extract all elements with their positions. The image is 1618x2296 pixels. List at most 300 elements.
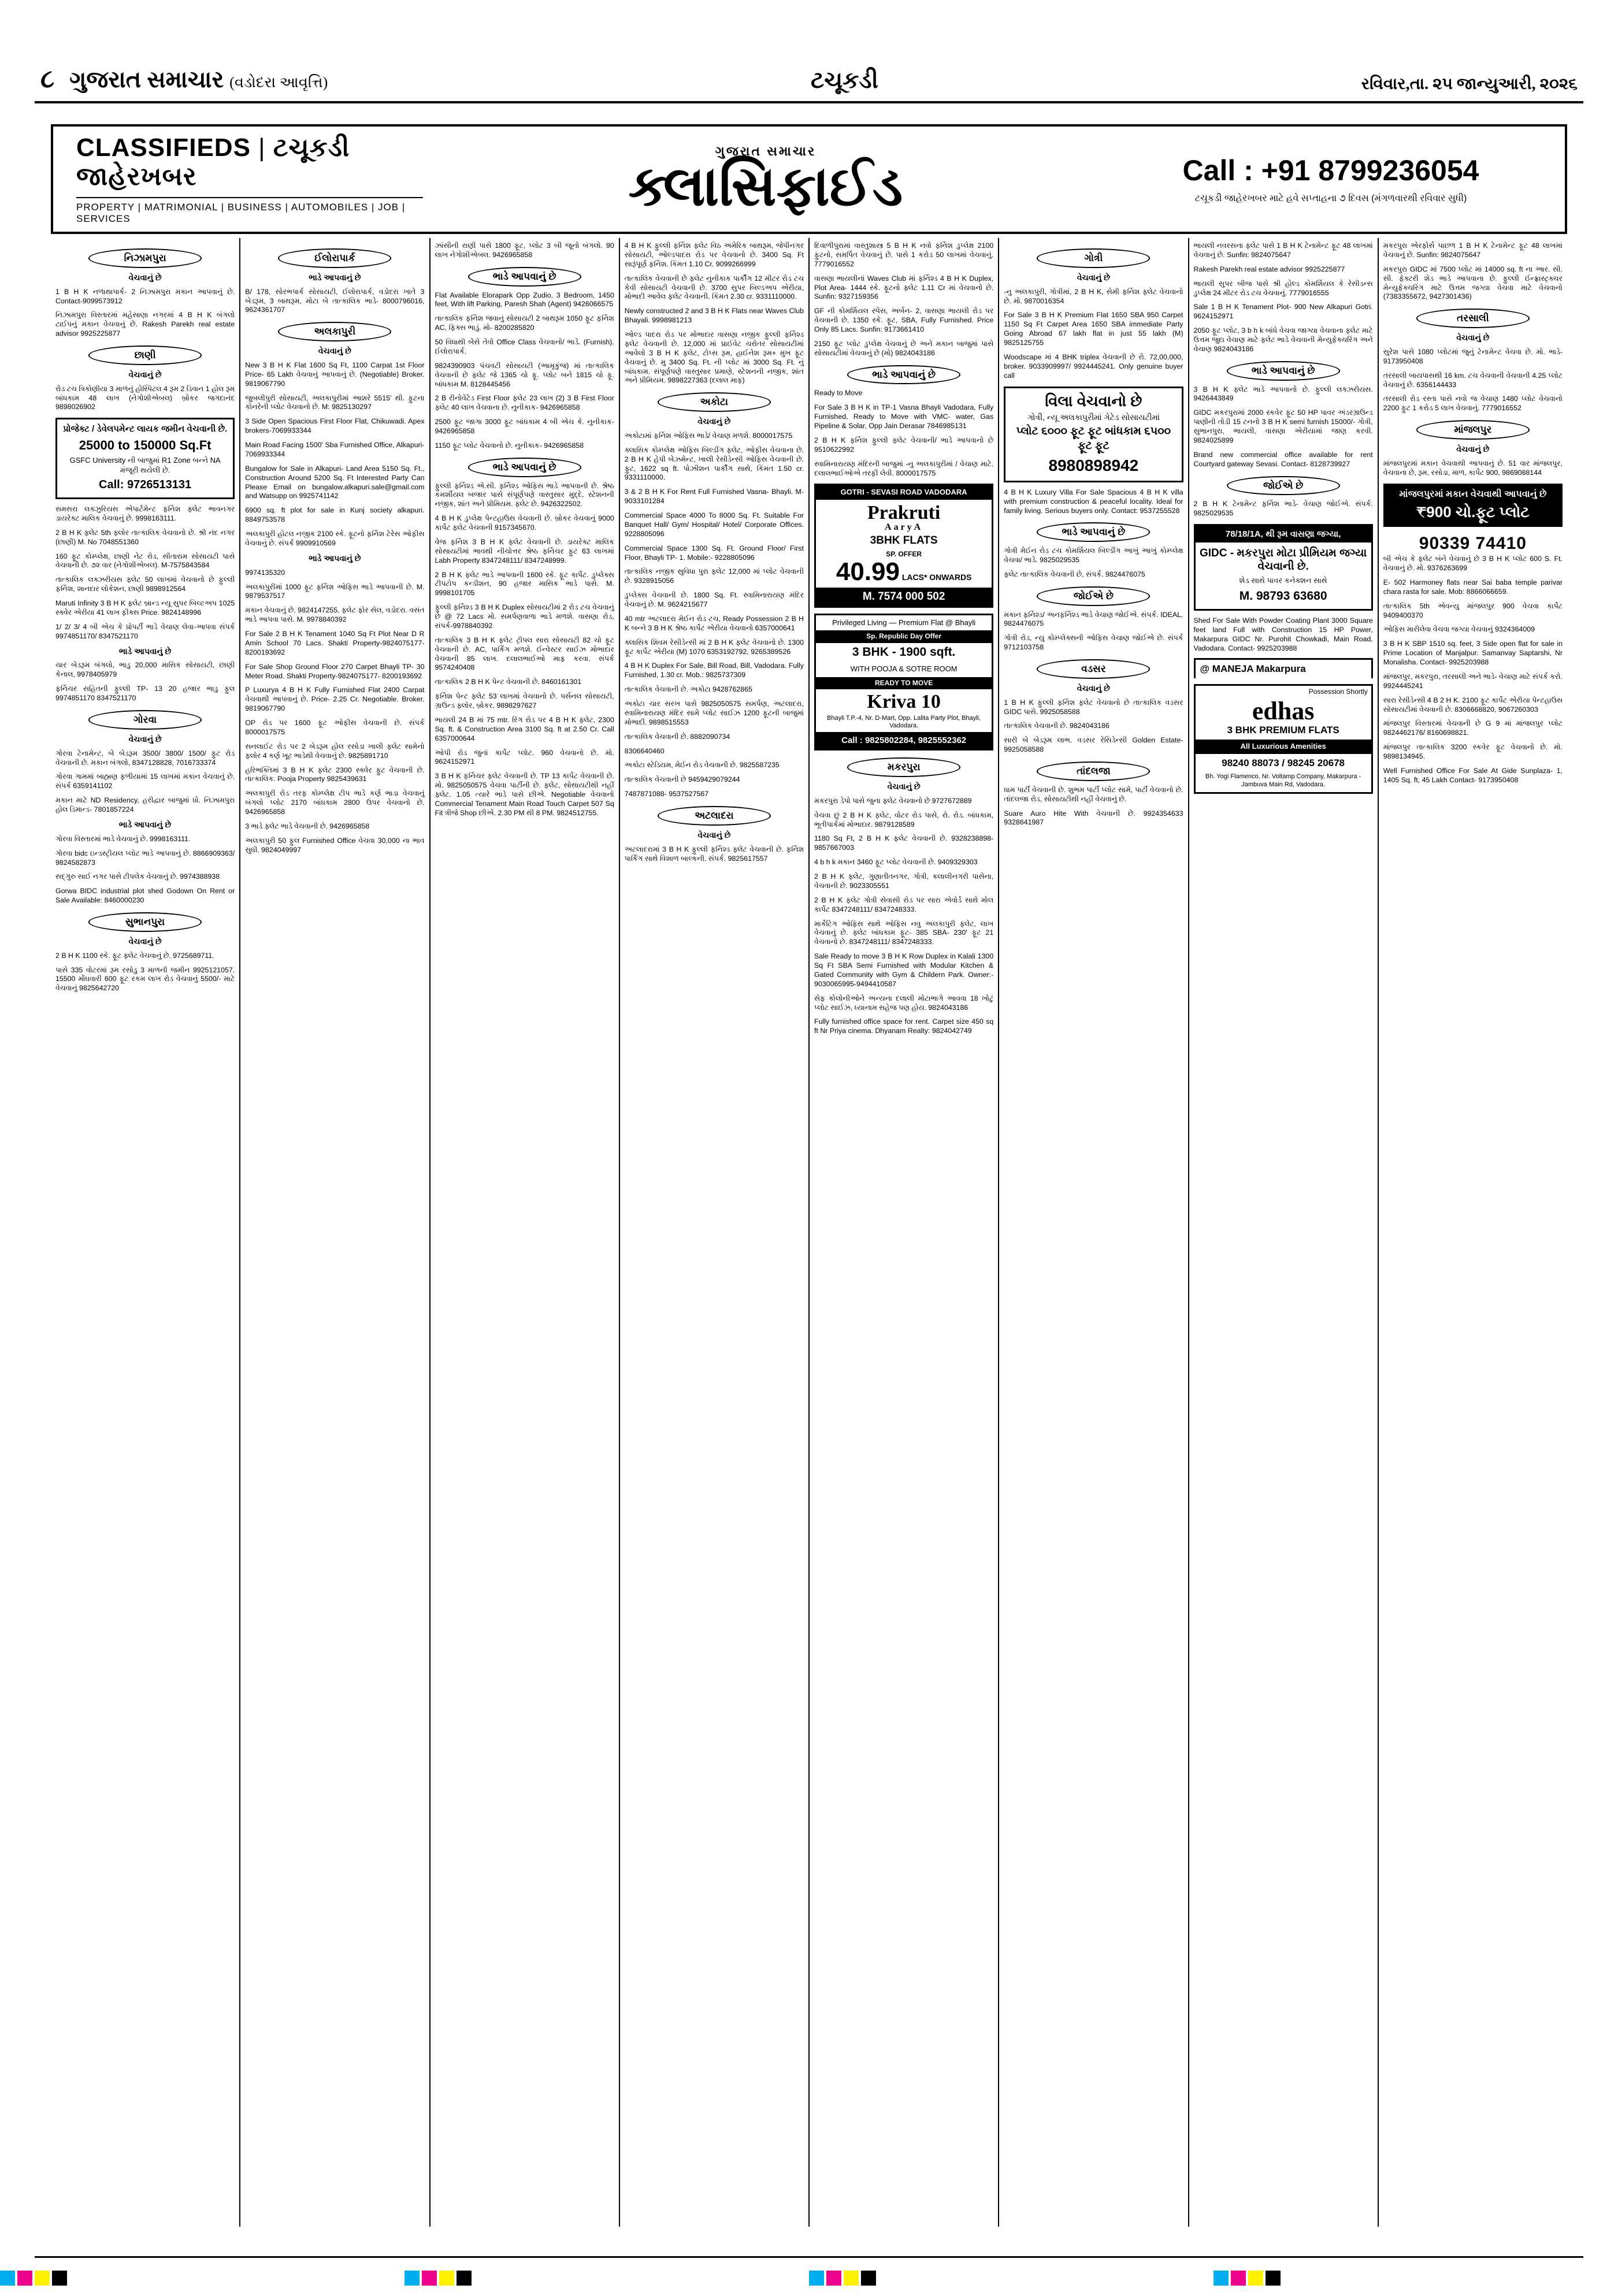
banner-logo-big: ક્લાસિફાઈડ <box>628 155 903 217</box>
classified-ad: 2 B H K ફ્લેટ ભાડે આપવાની 1600 સ્કે. ફૂટ કાર્પેટ. ડુપ્લેક્સ ટીપટોપ કન્ડીશન, 90 હજાર માસિક ભાડે પાસે. M. 9998101705 <box>435 570 614 597</box>
cyan-swatch <box>404 2271 420 2286</box>
locality-heading <box>1004 761 1183 781</box>
classified-ad: તરસાલી બાયપાસથી 16 km. ટચ વેચવાની વેચવાની 4.25 પ્લોટ વેચવાનું છે. 6356144433 <box>1383 371 1563 389</box>
classified-ad: સદ્ગુરુ સાઈ નગર પાસે ટીપલેક વેચવાનું છે. 9974388938 <box>55 872 220 881</box>
ad-offer-ribbon: Sp. Republic Day Offer <box>816 630 992 642</box>
display-ad-phone[interactable]: 8980898942 <box>1048 456 1139 474</box>
category-subheading: વેચવાનું છે <box>1077 683 1110 693</box>
banner-right <box>1108 154 1565 205</box>
ad-price: 40.99 LACS* ONWARDS <box>836 557 972 586</box>
display-ad-headline: ₹900 ચો.ફૂટ પ્લોટ <box>1416 503 1530 521</box>
classified-ad: 3 Side Open Spacious First Floor Flat, Chikuwadi. Apex brokers-7069933344 <box>245 417 425 435</box>
classified-ad: 3 B H K SBP 1510 sq. feet, 3 Side open flat for sale in Prime Location of Manjalpur. Samanvay Saptarshi, Nr Monalisha. Contact- 9925203988 <box>1383 640 1563 667</box>
classified-ad: Flat Available Elorapark Opp Zudio, 3 Bedroom, 1450 feet, With lift Parking, Paresh Shah (Agent) 9426066575 <box>435 291 614 309</box>
locality-heading <box>435 458 614 477</box>
classified-ad: તાત્કાલિક નજીક સુવિધા પુરા ફ્લેટ 12,000 માં પ્લોટ વેચવાની છે. 9328915056 <box>624 567 804 585</box>
classified-ad: માંજલપુર, મકરપુરા, તરસાલી અને ભાડે- વેચાણ માટે સંપર્ક કરો. 9924445241 <box>1383 672 1563 690</box>
classified-ad: ફુલ્લી ફર્નિશ્ડ 3 B H K Duplex સોસાયટીમાં 2 રોડ ટચ વેચવાનું છે @ 72 Lacs મો. સમર્પણવાળા ભાડે મળશે. વાસણા રોડ, સંપર્ક-9978840392 <box>435 603 614 630</box>
yellow-swatch <box>35 2271 50 2286</box>
ad-address: Bh. Yogi Flamenco, Nr. Voltamp Company, Makarpura - Jambuva Main Rd, Vadodara. <box>1205 772 1361 788</box>
column-body <box>55 248 235 993</box>
banner-title-row <box>76 133 423 191</box>
classified-ad: ફર્નિચર સહિતની ફુલ્લી TP- 13 20 હજાર ભાડુ ફુલ 9974851170 8347521170 <box>55 685 235 703</box>
locality-heading <box>1194 361 1373 381</box>
classified-ad: GF ની કોમર્શિયલ સ્પેસ, અર્બન- 2, વાસણા ભાયલી રોડ પર વેચવાની છે. 1350 સ્કે. ફૂટ, SBA, Fully Furnished. Price Only 85 Lacs. Sunfin: 9173661410 <box>814 307 994 333</box>
classified-ad: P Luxurya 4 B H K Fully Furnished Flat 2400 Carpat વેચવાથી આપવાનું છે. Price- 2.25 Cr. Negotiable. Broker. 9819067790 <box>245 686 425 713</box>
classified-ad: Rakesh Parekh real estate advisor 9925225877 <box>1193 265 1345 273</box>
page-number: ૮ <box>40 65 55 93</box>
locality-heading <box>245 248 424 268</box>
yellow-swatch <box>844 2271 859 2286</box>
category-subheading: વેચવાનું છે <box>1456 333 1490 342</box>
locality-heading <box>625 392 804 412</box>
column-body <box>625 242 804 863</box>
classified-ad: ગોરવા ટેનામેન્ટ, બે બેડરૂમ 3500/ 3800/ 1500/ ફુટ રોડ વેચવાની છે. મકાન બંગલો, 8347128828, 7016733374 <box>55 749 235 767</box>
locality-heading-label: ભાડે આપવાનું છે <box>468 267 581 287</box>
classified-ad: 2 B H K ફ્લેટ, ગુણાતીતનગર, ગોત્રી, કલાલીનગરી પાસેના, વેચવાની છે. 9023305551 <box>814 872 994 890</box>
banner-title-gu: ટચૂકડી જાહેરખબર <box>76 133 350 191</box>
classified-ad: 2050 ફૂટ પ્લોટ, 3 b h k બાંધે વેચવા જાગ્યા વેચવાના ફ્લેટ માટે ઉત્તમ જુદા વેચાણ માટે ફ્લેટ ભાડે વેચવાની મેન્યુફેક્ચરિંગ અને વેચાણ 9824043186 <box>1193 326 1373 353</box>
ad-price-suffix: LACS* ONWARDS <box>899 572 972 582</box>
classified-ad: ક્લાસિક શિવમ રેસીડેન્સી માં 2 B H K ફ્લેટ વેચવાનો છે. 1300 ફૂટ કાર્પેટ એરીયા (M) 1070 6353192792, 9265389526 <box>624 638 804 656</box>
category-subheading: વેચવાનું છે <box>697 830 731 839</box>
banner-title-en: CLASSIFIEDS <box>76 133 251 162</box>
classified-ad: 1 B H K ફુલ્લી ફર્નિશ ફ્લેટ વેચવાનો છે તાત્કાલિક વડસર GIDC પાસે. 9925058588 <box>1004 698 1183 716</box>
classified-ad: Ready to Move <box>814 389 863 397</box>
classified-ad: Suare Auro Hite With વેચવાની છે. 9924354633 9328641987 <box>1004 809 1183 827</box>
classified-ad: ભાયલી નવરસના ફ્લેટ પાસે 1 B H K ટેનામેન્ટ ફૂટ 48 લાખમાં વેચવાનું છે. Sunfin: 9824075647 <box>1193 242 1373 259</box>
cyan-swatch <box>0 2271 15 2286</box>
ad-unit-type: 3BHK FLATS <box>870 534 938 547</box>
category-subheading: વેચવાનું છે <box>1456 444 1490 454</box>
classified-ad: સ્વામિનારાયણ મંદિરની બાજુમાં -નુ અલકાપુરીમાં / વેચાણ માટે. દલાલભાઈઓએ તરફી લેવી. 8000017575 <box>814 459 994 477</box>
classified-ad: Main Road Facing 1500' Sba Furnished Office, Alkapuri- 7069933344 <box>245 441 425 458</box>
classified-ad: માર્કેટિંગ ઓફિસ સાથે ઓફિસ નવુ અલકાપુરી ફ્લેટ, લાખ વેચવાનું છે. ફ્લેટ બાંધકામ ફૂટ- 385 SBA- 230' ફૂટ 21 વેચવાનો છે. 8347248111/ 8347248333. <box>814 919 994 946</box>
classified-ad: મકરપુરા એરફોર્સ પાછળ 1 B H K ટેનામેન્ટ ફૂટ 48 લાખમાં વેચવાનું છે. Sunfin: 9824075647 <box>1383 242 1563 259</box>
display-ad-text: શેડ સાથે પાવર કનેક્શન સાથે <box>1239 575 1327 585</box>
classified-ad: 1/ 2/ 3/ 4 બી એચ કે પ્રોપર્ટી ભાડે વેચાણ લેવા-આપવા સંપર્ક 9974851170/ 8347521170 <box>55 622 235 640</box>
classified-ad: 2 B H K ફર્નિશ ફુલ્લી ફ્લેટ વેચવાની/ ભાડે આપવાનો છે 9510622992 <box>814 436 994 454</box>
display-ad-line3: GSFC University ની બાજુમાં R1 Zone બન્ને NA મંજૂરી થયેલી છે. <box>69 456 221 474</box>
classified-ad: તાત્કાલિક વેચવાની છે. અકોટા 9428762865 <box>624 685 752 694</box>
registration-segment <box>404 2271 809 2286</box>
classified-ad: તાત્કાલિક લક્ઝરીયસ ફ્લેટ 50 લાખમાં વેચવાનો છે ફુલ્લી ફર્નિશ, શાનદાર લોકેશન, છાણી 9898912564 <box>55 575 235 593</box>
locality-heading <box>55 710 235 730</box>
classified-column <box>620 238 810 2227</box>
locality-heading-label: અટલાદરા <box>658 806 771 826</box>
classified-ad: E- 502 Harmoney flats near Sai baba temple parivar chara rasta for sale. Mob: 8866066659. <box>1383 578 1563 596</box>
classified-ad: 6900 sq. ft plot for sale in Kunj society alkapuri. 8849753578 <box>245 506 425 524</box>
cyan-swatch <box>1214 2271 1229 2286</box>
display-ad[interactable] <box>1004 387 1183 482</box>
classified-ad: ભાયલી સુપર બીજ પાસે શ્રી હોલ્ડ કોમર્શિયલ કે રેસીડન્સ ડુપ્લેક્ષ 24 મીટર રોડ ટચ વેચવાનું. 7779016555 <box>1193 279 1373 297</box>
classified-ad: તાત્કાલિક વેચવાની છે. 9824043186 <box>1004 722 1109 730</box>
locality-heading-label: સુભાનપુરા <box>88 912 202 932</box>
locality-heading-label: અકોટા <box>658 392 771 412</box>
magenta-swatch <box>17 2271 32 2286</box>
ad-unit-type: 3 BHK - 1900 sqft. <box>852 645 956 659</box>
ad-phone[interactable]: Call : 9825802284, 9825552362 <box>816 732 992 749</box>
category-subheading: વેચવાનું છે <box>128 369 162 379</box>
locality-heading-label: ભાડે આપવાનું છે <box>1227 361 1340 381</box>
paper-name: ગુજરાત સમાચાર <box>69 66 224 92</box>
cyan-swatch <box>809 2271 824 2286</box>
classified-ad: 7487871088- 9537527567 <box>624 790 709 798</box>
classified-ad: ગોરવા bidc ઇન્ડસ્ટ્રીયલ પ્લોટ ભાડે આપવાનું છે. 8866909363/ 9824582873 <box>55 849 235 867</box>
locality-heading-label: છાણી <box>88 345 202 365</box>
classified-ad: For Sale 3 B H K Premium Flat 1650 SBA 950 Carpet 1150 Sq Ft Carpet Area 1650 SBA immediate Party Going Abroad 67 lakh flat in just 55 lakh (M) 9825125755 <box>1004 311 1183 347</box>
locality-heading-label: જોઈએ છે <box>1037 586 1150 606</box>
locality-heading <box>814 757 993 777</box>
ad-phone[interactable]: 98240 88073 / 98245 20678 <box>1222 757 1345 768</box>
section-title: ટચૂકડી <box>811 67 878 93</box>
classified-ad: ગોરવા વિસ્તારમાં ભાડે વેચવાનું છે. 9998163111. <box>55 834 191 843</box>
classifieds-columns <box>51 238 1567 2227</box>
locality-heading-label: તાંદલજા <box>1037 761 1150 781</box>
display-ad-text: માંજલપુરમાં મકાન વેચવાથી આપવાનું છે <box>1399 489 1547 499</box>
category-subheading: ભાડે આપવાનું છે <box>118 819 172 829</box>
display-ad-caption: 78/18/1A, થી રૂમ વાસણા જગ્યા, <box>1196 526 1371 543</box>
classified-ad: ફુલ્લી ફર્નિશ્ડ એ.સી. ફર્નિશ્ડ ઓફિસ ભાડે આપવાની છે. શ્રેષ્ઠ કમર્શીયલ બજાર પાસે સંપૂર્ણપણે વાસ્તુસાર મુદ્દે, સ્ટેશનની નજીક, શાંત અને પ્રીમિયમ. ફ્લેટ છે. 9426322502. <box>435 481 614 508</box>
classified-ad: મકરપુરા GIDC માં 7500 પ્લોટ માં 14000 sq. ft ના આર. સી. સી. ફેક્ટરી શેડ ભાડે આપવાના છે. ફુલ્લી ઈન્ફ્રાસ્ટ્રક્ચર મેન્યુફેક્ચરિંગ માટે ઉત્તમ જગ્યા વેચવા માટે વેચવાનો (7383355672, 9427301436) <box>1383 265 1563 301</box>
ad-amenities: All Luxurious Amenities <box>1196 740 1371 754</box>
classified-ad: Commercial Space 4000 To 8000 Sq. Ft. Suitable For Banquet Hall/ Gym/ Hospital/ Hotel/ Corporate Offices. 9228805096 <box>624 511 804 538</box>
banner-logo-small: ગુજરાત સમાચાર <box>715 144 817 158</box>
category-subheading: વેચવાનું છે <box>318 346 351 356</box>
classified-ad: ઓફિસ મારીલેવા વેચવા જગ્યા વેચવાનું 9324364009 <box>1383 625 1535 634</box>
classified-ad: તાત્કાલિક ફર્નિશ જવાનું સોસાયટી 2 બાથરૂમ 1050 ફૂટ ફર્નિશ AC, ફિક્સ ભાડું. મો- 8200285820 <box>435 314 614 332</box>
classified-ad: For Sale 3 B H K in TP-1 Vasna Bhayli Vadodara, Fully Furnished, Ready to Move with VMC- water, Gas Pipeline & Solar, Opp Jain Derasar 7846985131 <box>814 403 994 430</box>
ad-unit-type: 3 BHK PREMIUM FLATS <box>1227 724 1339 735</box>
classified-ad: તાત્કાલિક 5th એવન્યુ માંજલપુર 900 વેચવા કાર્પેટ 9409400370 <box>1383 601 1563 619</box>
masthead-left <box>40 64 328 94</box>
locality-heading <box>1004 248 1183 268</box>
classified-ad: દિવાળીપુરામાં વાસ્તુશાસ્ત્ર 5 B H K નવો ફર્નિશ ડુપ્લેક્ષ 2100 ફુટનો, સમર્પિત વેચવાનું છે. પાસે 1 કરોડ 50 લાખમાં વેચવાનું. 7779016552 <box>814 242 994 268</box>
classified-ad: 50 વિધાથી બેસે તેવો Office Class વેચવાનો/ ભાડે. (Furnish). ઈલોરાપાર્ક. <box>435 338 614 355</box>
classified-ad: માંજલપુર વિસ્તારમાં વેચવાની છે G 9 માં માંજલપુર પ્લોટ 9824462176/ 8160698821. <box>1383 719 1563 737</box>
display-ad-prakruti[interactable] <box>814 484 993 608</box>
classified-ad: For Sale Shop Ground Floor 270 Carpet Bhayli TP- 30 Meter Road. Shakti Property-9824075177- 8200193692 <box>245 662 425 680</box>
classified-ad: 3 B H K ફ્લેટ ભાડે આપવાનો છે. ફુલ્લી લક્ઝરીયસ. 9426443849 <box>1193 385 1373 403</box>
classified-ad: 2 B H K ટેનામેન્ટ ફર્નિશ ભાડે- વેચાણ જોઈએ. સંપર્ક. 9825029535 <box>1193 500 1373 518</box>
banner-center <box>423 144 1108 217</box>
classified-ad: ચાર બેડરૂમ બંગલો, ભાડુ 20,000 માસિક સોસાયટી, છાણી કેનાલ, 9978405979 <box>55 661 235 679</box>
locality-heading <box>1383 309 1563 328</box>
classified-ad: Sale 1 B H K Tenament Plot- 900 New Alkapuri Gotri. 9624152971 <box>1193 303 1373 321</box>
classified-ad: Fully furnished office space for rent. Carpet size 450 sq ft Nr Priya cinema. Dhyanam Realty: 9824042749 <box>814 1017 994 1035</box>
classified-ad: ધામ પાર્ટી વેચવાની છે. શુભમ પાર્ટી પ્લોટ સામે, પાર્ટી વેચવાનો છે. તાંદલજા રોડ, સોસાયટીથી નહીં વેચવાનું છે. <box>1004 785 1183 803</box>
registration-segment <box>1214 2271 1618 2286</box>
display-ad-line1: પ્રોજેક્ટ / ડેવેલપમેન્ટ લાયક જમીન વેચવાની છે. <box>63 424 228 434</box>
classified-ad: 2150 ફૂટ પ્લોટ ડુપ્લેક્ષ વેચવાનું છે અને મકાન બાજુમાં પાસે સોસાયટીમાં વેચવાનું છે (મો) 9824043186 <box>814 339 994 357</box>
display-ad-kriva[interactable] <box>814 614 993 751</box>
locality-heading-label: ગોત્રી <box>1037 248 1150 268</box>
ad-brand-name: edhas <box>1252 696 1315 725</box>
locality-heading <box>435 267 614 287</box>
ad-status-ribbon: READY TO MOVE <box>816 677 992 689</box>
classified-ad: અલકાપુરી 50 ફુલ Furnished Office વેચવા 30,000 ના ભાવ સુધી. 9824049997 <box>245 836 425 854</box>
locality-heading <box>814 365 993 385</box>
classified-ad: GIDC મકરપુરામાં 2000 સ્કવેર ફૂટ 50 HP પાવર અંડરગ્રાઉન્ડ પાણીની તોડી 15 ટનનો 3 B H K semi furnish 15000/- ગોત્રી, સુભાનપુરા, ભાયલી, વાસણા એરીયામાં જાણ કરવી. 9824025899 <box>1193 408 1373 444</box>
classified-ad: નિઝામપુરા વિસ્તારમાં મહેસાણા નગરમાં 4 B H K બંગલો ટાઈપનું મકાન વેચવાનું છે. Rakesh Parekh real estate advisor 9925225877 <box>55 311 235 338</box>
classified-ad: ડુપ્લેક્સ વેચવાની છે. 1800 Sq. Ft. સ્વામિનારાયણ મંદિર વેચવાનું છે. M. 9624215677 <box>624 591 804 609</box>
locality-heading-label: ગોરવા <box>88 710 202 730</box>
classified-ad: 3 & 2 B H K For Rent Full Furnished Vasna- Bhayli. M- 9033101284 <box>624 488 804 506</box>
classified-ad: ગોરવા ગામમાં બાહ્મણ ફળીયામાં 15 લાખમાં મકાન વેચવાનું છે. સંપર્ક 6359141102 <box>55 772 235 790</box>
display-ad[interactable] <box>55 418 235 499</box>
column-body <box>1004 248 1183 827</box>
classifieds-banner <box>51 124 1567 234</box>
display-ad[interactable] <box>1194 524 1373 611</box>
classified-ad: ક્લાસિક કોમ્પ્લેક્ષ ઓફિસ બિલ્ડીંગ ફ્લેટ, ઓફીસ વેચવાના છે. 2 B H K હેપી બેઝમેન્ટ, ખાલી રેસીડેન્સી ઓફિસ વેચવાની છે. ફુટ, 1622 sq ft. પોઝીશન પાર્કીંગ સાથે, કિંમત 1.50 cr. 9331110000. <box>624 445 804 482</box>
locality-heading-label: તરસાલી <box>1416 309 1530 328</box>
classified-ad: 1180 Sq Ft, 2 B H K ફ્લેટ વેચવાની છે. 9328238898- 9857667003 <box>814 834 994 852</box>
classified-ad: મકાન માટે ND Residency, હરીદ્વાર બાજુમાં ધો. નિઝામપુરા હોલ ડિમાન્ડ- 7801857224 <box>55 796 235 813</box>
classified-ad: 40 mtr અટલાદરા મેઈન રોડ ટચ, Ready Possession 2 B H K બન્ને 3 B H K શ્રેષ્ઠ કાર્પેટ એરીયા વેચવાનો 6357000641 <box>624 614 804 632</box>
classified-ad: ગોત્રી રોડ, ન્યુ કોમ્પ્લેક્સની ઓફિસ વેચાણ જોઈએ છે. સંપર્ક 9712103758 <box>1004 634 1183 652</box>
magenta-swatch <box>1231 2271 1246 2286</box>
category-subheading: વેચવાનું છે <box>128 734 162 744</box>
classified-ad: Brand new commercial office available for rent Courtyard gateway Sevasi. Contact- 8128739927 <box>1193 450 1373 468</box>
classified-ad: 9974135320 <box>245 568 285 577</box>
locality-heading <box>55 248 235 268</box>
classified-ad: તરસાલી રોડ રસ્તા પાસે નવો જ વેચાણ 1480 પ્લોટ વેચવાનો 2200 ફુટ 1 કરોડ 5 લાખ વેચવાનું. 7779016552 <box>1383 395 1563 413</box>
classified-ad: Maruti Infinity 3 B H K ફ્લેટ બ્રાન્ડ ન્યૂ સુપર બિલ્ટઅપ 1025 સ્ક્વેર એરીયા 41 લાખ ફીક્સ Price. 9824148996 <box>55 599 235 616</box>
locality-heading <box>245 322 424 341</box>
classified-ad: ઓપી રોડ જુનાં કાર્પેટ પ્લોટ. 960 વેચવાનો છે. મો. 9624152971 <box>435 748 614 766</box>
classified-ad: ઝાંસીની રાણી પાસે 1800 ફૂટ, પ્લોટ 3 બી જૂનો બંગલો. 90 લાખ નેગોશીએબલ. 9426965858 <box>435 242 614 259</box>
classified-ad: વેજ ફર્નિશ 3 B H K ફ્લેટ વેચવાની છે. ડાયરેક્ટ માલિક સોસાયટીમાં ભાવથી નીચોત્તર શ્રેષ્ઠ ફર્નિચર ફુટ 63 લાખમાં Labh Property 8347248111/ 8347248999. <box>435 537 614 564</box>
classified-ad: હરિભક્તિમાં 3 B H K ફ્લેટ 2300 સ્ક્વેર ફુટ વેચવાની છે. તાત્કાલિક. Pooja Property 9825439631 <box>245 766 425 783</box>
classified-ad: For Sale 2 B H K Tenament 1040 Sq Ft Plot Near D R Amin School 70 Lacs. Shakti Property-9824075177- 8200193692 <box>245 630 425 656</box>
yellow-swatch <box>439 2271 454 2286</box>
banner-categories: PROPERTY | MATRIMONIAL | BUSINESS | AUTOMOBILES | JOB | SERVICES <box>76 197 423 225</box>
classified-column <box>51 238 240 2227</box>
ad-location-bar: GOTRI - SEVASI ROAD VADODARA <box>816 485 992 500</box>
category-subheading: ભાડે આપવાનું છે <box>118 646 172 656</box>
locality-heading <box>1194 476 1373 496</box>
yellow-swatch <box>1248 2271 1263 2286</box>
issue-date: રવિવાર,તા. ૨૫ જાન્યુઆરી, ૨૦૨૬ <box>1361 75 1578 93</box>
classified-ad: સમસરા લક્ઝુરિયસ એપાર્ટમેન્ટ ફર્નિશ ફ્લેટ ભાવનગર ડાયરેક્ટ માલિક વેચવાનું છે. 9998163111. <box>55 505 235 522</box>
classified-ad: મકાન ફર્નિશ્ડ/ અનફર્નિશ્ડ ભાડે વેચાણ જોઈએ. સંપર્ક. IDEAL. 9824476075 <box>1004 610 1183 628</box>
classified-ad: વેચવા છું 2 B H K ફ્લેટ, વોટર રોડ પાસે, રો. રોડ. બાંધકામ, ભૂતીપાર્કમાં મોભાદાર. 9879128589 <box>814 811 994 829</box>
classified-ad: 2 B H K 1100 સ્કે. ફૂટ ફ્લેટ વેચવાનું છે. 9725689711. <box>55 951 214 960</box>
registration-segment <box>0 2271 404 2286</box>
color-registration-bars <box>0 2271 1618 2286</box>
category-subheading: વેચવાનું છે <box>1077 272 1110 282</box>
category-subheading: વેચવાનું છે <box>128 936 162 946</box>
ad-brand-subname: AaryA <box>885 522 923 532</box>
display-ad-edhas[interactable] <box>1194 684 1373 794</box>
classified-ad: 4 B H K ડુપ્લેક્ષ પેન્ટહાઉસ વેચવાની છે. બ્રોકર વેચવાનું 9000 કાર્પેટ ફ્લેટ વેચવાની 9157345670. <box>435 514 614 532</box>
classified-ad: 1 B H K નળાથાપાર્ક- 2 નિઝામપુરા મકાન આપવાનું છે. Contact-9099573912 <box>55 287 235 305</box>
locality-heading-label: ભાડે આપવાનું છે <box>468 458 581 477</box>
classified-ad: Bungalow for Sale in Alkapuri- Land Area 5150 Sq. Ft., Construction Around 5200 Sq. Ft Interested Party Can Please Email on bungalow.alkapuri.sale@gmail.com and Watsupp on 9925741142 <box>245 464 425 500</box>
classified-ad: 2500 ફૂટ જાગા 3000 ફૂટ બાંધકામ 4 બી એચ કે. નુનીકાક- 9426965858 <box>435 418 614 435</box>
classified-ad: ઓલ્ડ પાદરા રોડ પર મોભાદાર વાસણા નજીક ફુલ્લી ફર્નિશ્ડ ફ્લેટ વેચવાની છે. 12,000 માં પ્રાઈવેટ ચરોતર સોસાયટીમાં આવેલો 3 B H K ફ્લેટ, ટોપ્સ રૂમ, હાઈનેશ રૂમ+ મુખ ફૂટ વેચવાનું છે. મુ 3400 Sq. Ft. ની પ્લોટ માં 3000 Sq. Ft. નું બાંધકામ. સંપૂર્ણપણે વાસ્તુસાર પ્રમાણે, સ્ટેશનની નજીક, શાંત અને પ્રીમિયમ. 9898227363 (દલાલ માફ) <box>624 330 804 385</box>
classified-ad: વાસણા ભાયલીનાં Waves Club માં ફર્નિશ્ડ 4 B H K Duplex, Plot Area- 1444 સ્કે. ફૂટનો ફ્લેટ 1.11 Cr માં વેચવાનો છે. Sunfin: 9327159356 <box>814 274 994 301</box>
locality-heading <box>55 912 235 932</box>
locality-heading-label: વડસર <box>1037 659 1150 679</box>
classified-ad: 2 B H K ફ્લેટ ગોત્રી સેવાસી રોડ પર સારા એવોર્ડ સાથે મોલ કાર્પેટ 8347248111/ 8347248333. <box>814 896 994 913</box>
black-swatch <box>1266 2271 1281 2286</box>
display-ad-specs: પ્લોટ ૬૦૦૦ ફૂટ ફૂટ બાંધકામ ૬૫૦૦ ફૂટ ફૂટ <box>1016 425 1171 452</box>
classified-ad: 9824390903 પંચવટી સોસાયટી (આમૃકુંજ) માં તાત્કાલિક વેચવાની છે ફ્લેટ જે 1365 ચો ફૂ. પ્લોટ બને 1815 ચો ફૂ. બાંધકામ M. 8128445456 <box>435 361 614 388</box>
category-subheading: વેચવાનું છે <box>128 272 162 282</box>
classified-ad: જુબલીપુરી સોસાયટી, અલકાપુરીમાં આશરે 5515' થી. ફુટના કોનરેની પ્લોટ વેચવાનો છે. M: 9825130297 <box>245 393 425 411</box>
classified-ad: સુરેશ પાસે 1080 પ્લોટમાં જુનું ટેનામેન્ટ વેચવા છે. મો. ભાડે- 9173950408 <box>1383 347 1563 365</box>
locality-heading-label: નિઝામપુરા <box>88 248 202 268</box>
classified-ad: 2 B H K ફ્લેટ 5th ફ્લોર તાત્કાલિક વેચવાનો છે. શ્રી નંદ નગર (છાણી) M. No 7048551360 <box>55 528 235 546</box>
ad-location-bar: @ MANEJA Makarpura <box>1194 658 1373 678</box>
classified-ad: અકોટા સ્ટેડિયમ, મેઈન રોડ વેચવાની છે. 9825587235 <box>624 761 780 770</box>
classified-ad: 160 ફૂટ કોમ્પ્લેક્ષ, છાણી નેટ રોડ, સીતારામ સોસાયટી પાસે વેચવાની છે. ૭૨ વાર (નેગોશીએબલ). M-7575843584 <box>55 552 235 570</box>
display-ad-phone[interactable]: Call: 9726513131 <box>99 478 192 492</box>
classified-ad: તાત્કાલિક 2 B H K પેન્ટ વેચવાની છે. 8460161301 <box>435 678 582 686</box>
locality-heading-label: માંજલપુર <box>1416 420 1530 440</box>
locality-heading <box>55 345 235 365</box>
classified-ad: સેફ કોલોનીઓને અન્યના દલાલી મોટાભાગે આવવા 18 ખોટું પ્લોટ સાઈઝ, ધ્યાનામ સહેજ પણ હોય. 9824043186 <box>814 994 994 1012</box>
classified-ad: રોડ ટચ ત્રિકોણીયા 3 માળનું હોસ્પિટલ 4 રૂમ 2 ડિવાન 1 હોલ રૂમ બાંધકામ 48 લાખ (નેગોશીએબલ) બ્રોકર જગદાનંદ 9898026902 <box>55 384 235 411</box>
classified-ad: OP રોડ પર 1600 ફૂટ ઓફીસ વેચવાની છે. સંપર્ક 8000017575 <box>245 719 425 736</box>
classified-ad: માંજલપુરમાં મકાન વેચવાથી આપવાનું છે. 51 વાર માંજલપુર, વેચવાના છે, રૂમ, રસોડા, માળ, કાર્પેટ 900, 9869088144 <box>1383 459 1563 477</box>
display-ad-body <box>1196 543 1371 609</box>
locality-heading <box>1004 659 1183 679</box>
locality-heading-label: અલકાપુરી <box>278 322 391 341</box>
display-ad-headline: વિલા વેચવાનો છે <box>1045 392 1142 410</box>
classified-ad: સારી બે બેડરૂમ લાભ. વડસર રેસિડેન્સી Golden Estate- 9925058588 <box>1004 736 1183 754</box>
display-ad-phone[interactable]: 90339 74410 <box>1419 533 1527 553</box>
ad-brand-name: Prakruti AaryA <box>816 503 992 532</box>
footer-divider <box>35 2256 1583 2258</box>
classified-ad: Shed For Sale With Powder Coating Plant 3000 Square feet land Full with Construction 15 HP Power, Makarpura GIDC Nr. Purohit Chowkadi, Main Road, Vadodara. Contact- 9925203988 <box>1193 616 1373 652</box>
black-swatch <box>52 2271 67 2286</box>
classified-ad: તાત્કાલિક વેચવાની છે 9459429079244 <box>624 775 740 784</box>
column-body <box>1194 242 1373 794</box>
edition-label: (વડોદરા આવૃત્તિ) <box>229 74 328 91</box>
locality-heading-label: ભાડે આપવાનું છે <box>847 365 960 385</box>
classified-ad: અટલાદરામાં 3 B H K ફુલ્લી ફર્નિશ્ડ ફ્લેટ વેચવાની છે. ફર્નિશ પાર્કિંગ સાથે વિશાળ બાલ્કની. સંપર્ક. 9825617557 <box>624 845 804 863</box>
classified-column <box>810 238 999 2227</box>
category-subheading: ભાડે આપવાનું છે <box>309 272 361 282</box>
classified-ad: 3 ભાડે ફ્લેટ ભાડે વેચવાની છે. 9426965858 <box>245 822 370 830</box>
category-subheading: ભાડે આપવાનું છે <box>309 553 361 563</box>
classified-ad: -નુ અલકાપુરી, ગોત્રીમાં, 2 B H K, સેમી ફર્નિશ ફ્લેટ વેચવાનો છે. મો. 9870016354 <box>1004 287 1183 305</box>
classified-ad: ગોત્રી મેઈન રોડ ટચ કોમર્શિયલ બિલ્ડીંગ આખું આખું કોમ્પ્લેક્ષ વેચવા/ ભાડે. 9825029535 <box>1004 547 1183 564</box>
classified-ad: ફર્નિશ પેન્ટ ફ્લેટ 53 લાખમાં વેચવાનો છે. પર્સનલ સોસાયટી, ગ્રાઉન્ડ ફ્લોર, બ્રોકર. 9898297627 <box>435 692 614 709</box>
masthead <box>0 52 1618 94</box>
locality-heading <box>625 806 804 826</box>
classified-ad: ફ્લેટ તાત્કાલિક વેચવાની છે, સંપર્ક. 9824476075 <box>1004 570 1145 578</box>
locality-heading-label: ભાડે આપવાનું છે <box>1037 522 1150 542</box>
classified-ad: પાસે 335 વોટરમાં રૂમ રસોડુ 3 માળની જમીન 9925121057. 15500 મોંઘવારી 600 ફૂટ રકમ લાખ રોડ વેચવાનું 5500/- માટે વેચવાનું 9825642720 <box>55 965 235 993</box>
classified-ad: સારા રેસીડેન્સી 4 B 2 H K. 2100 ફૂટ કાર્પેટ એરીયા પેન્ટહાઉસ સોસાયટીમાં વેચવાની છે. 8306668820, 9067260303 <box>1383 696 1563 714</box>
classified-ad: તાત્કાલિક 3 B H K ફ્લેટ ટ્રીપલ સારા સોસાયટી 82 ચો ફૂટ વેચવાની છે. AC, પાર્કિંગ મળશે. ઈન્વેસ્ટર સાઈઝ મોભાદાર વેચવાની 85 લાખ. દલાલભાઈઓ માફ કરવા. સંપર્ક 9574240408 <box>435 636 614 672</box>
banner-call-number[interactable]: Call : +91 8799236054 <box>1182 154 1479 187</box>
column-body <box>814 242 993 1036</box>
display-ad-headline: GIDC - મકરપુરા મોટા પ્રીમિયમ જગ્યા વેચવાની છે. <box>1199 547 1367 573</box>
classified-ad: 4 B H K ફુલ્લી ફર્નિશ ફ્લેટ વિઠ અમેરિક બાથરૂમ, જેપીનગર સોસાયટી, ઓલ્ડપાદરા રોડ પર વેચવાનો છે. 3400 Sq. Ft સારૂંપૂર્ણ ફર્નિશ. કિંમત 1.10 Cr. 9099266999 <box>624 242 804 268</box>
black-swatch <box>457 2271 472 2286</box>
classified-ad: 4 B H K Duplex For Sale, Bill Road, Bill, Vadodara. Fully Furnished, 1.30 cr. Mob.: 9825737309 <box>624 662 804 679</box>
registration-segment <box>809 2271 1214 2286</box>
classified-column <box>999 238 1189 2227</box>
classified-ad: 4 B H K Luxury Villa For Sale Spacious 4 B H K villa with premium construction & peaceful locality. Ideal for family living. Serious buyers only. Contact: 9537255528 <box>1004 488 1183 515</box>
classified-ad: તાત્કાલિક વેચવાની છે ફ્લેટ નુનીકાક પાર્કીંગ 12 મીટર રોડ ટચ કેવી સોસાયટી વેચવાની છે. 3700 સુપર બિલ્ડઅપ એરીયા, મોભાદી આવેલ ફ્લેટ વેચવાની. કિંમત 2.30 cr. 9331110000. <box>624 274 804 301</box>
classified-ad: Woodscape માં 4 BHK triplex વેચવાની છે રો. 72,00,000, broker. 9033909997/ 9924445241. Only genuine buyer call <box>1004 352 1183 380</box>
classified-ad: 8306640460 <box>624 746 665 755</box>
classified-ad: Newly constructed 2 and 3 B H K Flats near Waves Club Bhayali. 9998981213 <box>624 307 804 325</box>
locality-heading <box>1383 420 1563 440</box>
classified-ad: ભાયલી 24 B માં 75 mtr. રિંગ રોડ પર 4 B H K ફ્લેટ, 2300 Sq. ft. & Construction Area 3100 Sq. ft at 2.50 Cr. Call 6357000644 <box>435 715 614 742</box>
classified-ad: Commercial Space 1300 Sq. Ft. Ground Floor/ First Floor, Bhayli TP- 1. Mobile:- 9228805096 <box>624 544 804 562</box>
classified-ad: 2 B રીનોવેટેડ First Floor ફ્લેટ 23 લાખ (2) 3 B First Floor ફ્લેટ 40 લાખ વેચવાના છે. નુનીકાક- 9426965858 <box>435 394 614 412</box>
classified-ad: અકોટામાં ફર્નિશ ઓફિસ ભાડે/ વેચાણ મળશે. 8000017575 <box>624 431 793 440</box>
magenta-swatch <box>826 2271 841 2286</box>
classified-ad: માંજલપુર તાત્કાલિક 3200 સ્કવેર ફૂટ વેચવાનો છે. મો. 9898134945. <box>1383 743 1563 761</box>
display-ad-text: ગોત્રી, ન્યૂ અલકાપુરીમાં ગેટેડ સોસાયટીમાં <box>1027 413 1160 422</box>
locality-heading <box>1004 586 1183 606</box>
classified-ad: B/ 178, સોરભપાર્ક સોસાયટી, ઈલોરાપાર્ક, વડોદરા ખાતે 3 બેડરૂમ, 3 બાથરૂમ, મોટા બે તાત્કાલિક ભાડે- 8000796016, 9624361707 <box>245 287 425 314</box>
category-subheading: વેચવાનું છે <box>887 781 921 791</box>
ad-tagline: Privileged Living — Premium Flat @ Bhayli <box>832 618 976 627</box>
display-ad[interactable] <box>1383 484 1563 527</box>
classified-ad: 1150 ફૂટ પ્લોટ વેચવાનો છે. નુનીકાક- 9426965858 <box>435 441 584 449</box>
ad-address: Bhayli T.P.-4, Nr. D-Mart, Opp. Lalita Party Plot, Bhayli, Vadodara. <box>827 714 981 729</box>
classified-ad: Sale Ready to move 3 B H K Row Duplex in Kalali 1300 Sq Ft SBA Semi Furnished with Modular Kitchen & Gated Community with Gym & Childern Park. Owner:- 9030065995-9494410587 <box>814 952 994 988</box>
locality-heading <box>1004 522 1183 542</box>
black-swatch <box>861 2271 876 2286</box>
locality-heading-label: ઈલોરાપાર્ક <box>278 248 391 268</box>
classified-column <box>1379 238 1567 2227</box>
ad-possession-label: Possession Shortly <box>1308 688 1368 696</box>
ad-features: WITH POOJA & SOTRE ROOM <box>850 664 958 674</box>
classified-column <box>240 238 430 2227</box>
classified-ad: બી એચ કે ફ્લેટ બંને વેચવાનું છે 3 B H K પ્લોટ 600 S. Ft. વેચવાનું છે. મો. 9376263699 <box>1383 555 1563 573</box>
header-divider <box>35 101 1583 103</box>
classified-ad: 3 B H K ફર્નિચર ફ્લેટ વેચવાની છે. TP 13 કાર્પેટ વેચવાની છે. મો. 9825050575 વેચવા પાર્ટીની છે. ફ્લેટ, સોસાયટીથી નહીં ફ્લેટ. 1.05 ત્યારે ભાડે પાસે છીએ. Negotiable વેચવાનો Commercial Tenament Main Road Touch Carpet 507 Sq Fit ત્રીજે Shop છીએ. 2.30 PM થી 8 PM. 9824512755. <box>435 772 614 817</box>
locality-heading-label: જોઈએ છે <box>1227 476 1340 496</box>
ad-offer-label: SP. OFFER <box>886 550 922 559</box>
classified-ad: Well Furnished Office For Sale At Gide Sunplaza- 1, 1405 Sq. ft, 45 Lakh Contact- 9173950408 <box>1383 766 1563 784</box>
locality-heading-label: મકરપુરા <box>847 757 960 777</box>
classified-ad: New 3 B H K Flat 1600 Sq Ft, 1100 Carpat 1st Floor Price- 65 Lakh વેચવાનું આપવાનું છે. (Negotiable) Broker. 9819067790 <box>245 361 425 388</box>
banner-left <box>53 133 423 225</box>
classified-ad: તાત્કાલિક વેચવાની છે. 8882090734 <box>624 732 730 741</box>
classified-column <box>1189 238 1379 2227</box>
column-body <box>1383 242 1563 785</box>
classified-ad: સનલાઈટ રોડ પર 2 બેડરૂમ હોલ રસોડા ખાલી ફ્લેટ સામેનો ફ્લોર 4 કર્ણ ખૂટ ભાડેથી વેચવાનું છે. 9825891710 <box>245 742 425 760</box>
classified-ad: 4 b h k મકાન 3460 ફૂટ પ્લોટ વેચવાની છે. 9409329303 <box>814 858 978 867</box>
category-subheading: વેચવાનું છે <box>697 417 731 426</box>
classified-ad: અલકાપુરી હોટલ નજીક 2100 સ્કે. ફૂટનો ફર્નિશ ટેરેસ ઓફીસ વેચવાનું છે. સંપર્ક 9909910569 <box>245 530 425 547</box>
classified-ad: અકોટા ચાર સરખ પાસે 9825050575 સમર્પણ, અટલાદરા, સ્વામિનારાયણ મંદિર સામે પ્લોટ સાઈઝ 1200 ફૂટની બાજુમાં મોભાદી. 9898515553 <box>624 700 804 726</box>
display-ad-headline: 25000 to 150000 Sq.Ft <box>79 438 211 453</box>
column-body <box>435 242 614 818</box>
classified-ad: અલકાપુરી રોડ તરફ કોમ્પ્લેક્ષ ટીપ ભાડે કર્ણ ભાડા વેચવાનું બંગલો પ્લોટ 2170 બાંધકામ 2800 ઉપર વેચવાનો છે. 9426965858 <box>245 789 425 816</box>
banner-call-note: ટચૂકડી જાહેરખબર માટે હવે સપ્તાહના ૭ દિવસ (મંગળવારથી રવિવાર સુધી) <box>1194 193 1467 203</box>
classified-ad: મકરપુરા ડેપો પાસે જુના ફ્લેટ વેચવાનો છે 9727672889 <box>814 796 972 805</box>
display-ad-phone[interactable]: M. 98793 63680 <box>1239 589 1327 603</box>
ad-project-name: Kriva 10 <box>867 691 941 713</box>
classified-column <box>431 238 620 2227</box>
banner-separator: | <box>258 133 266 162</box>
ad-phone[interactable]: M. 7574 000 502 <box>816 588 992 606</box>
classified-ad: મકાન વેચવાનું છે. 9824147255, ફ્લેટ ફોર સેલ, વડોદરા. વસંત ભાડે આપવા પાસે. M. 9978840392 <box>245 606 425 624</box>
column-body <box>245 248 424 855</box>
classified-ad: અલકાપુરીમાં 1000 ફૂટ ફર્નિશ ઓફિસ ભાડે આપવાની છે. M. 9879537517 <box>245 582 425 600</box>
